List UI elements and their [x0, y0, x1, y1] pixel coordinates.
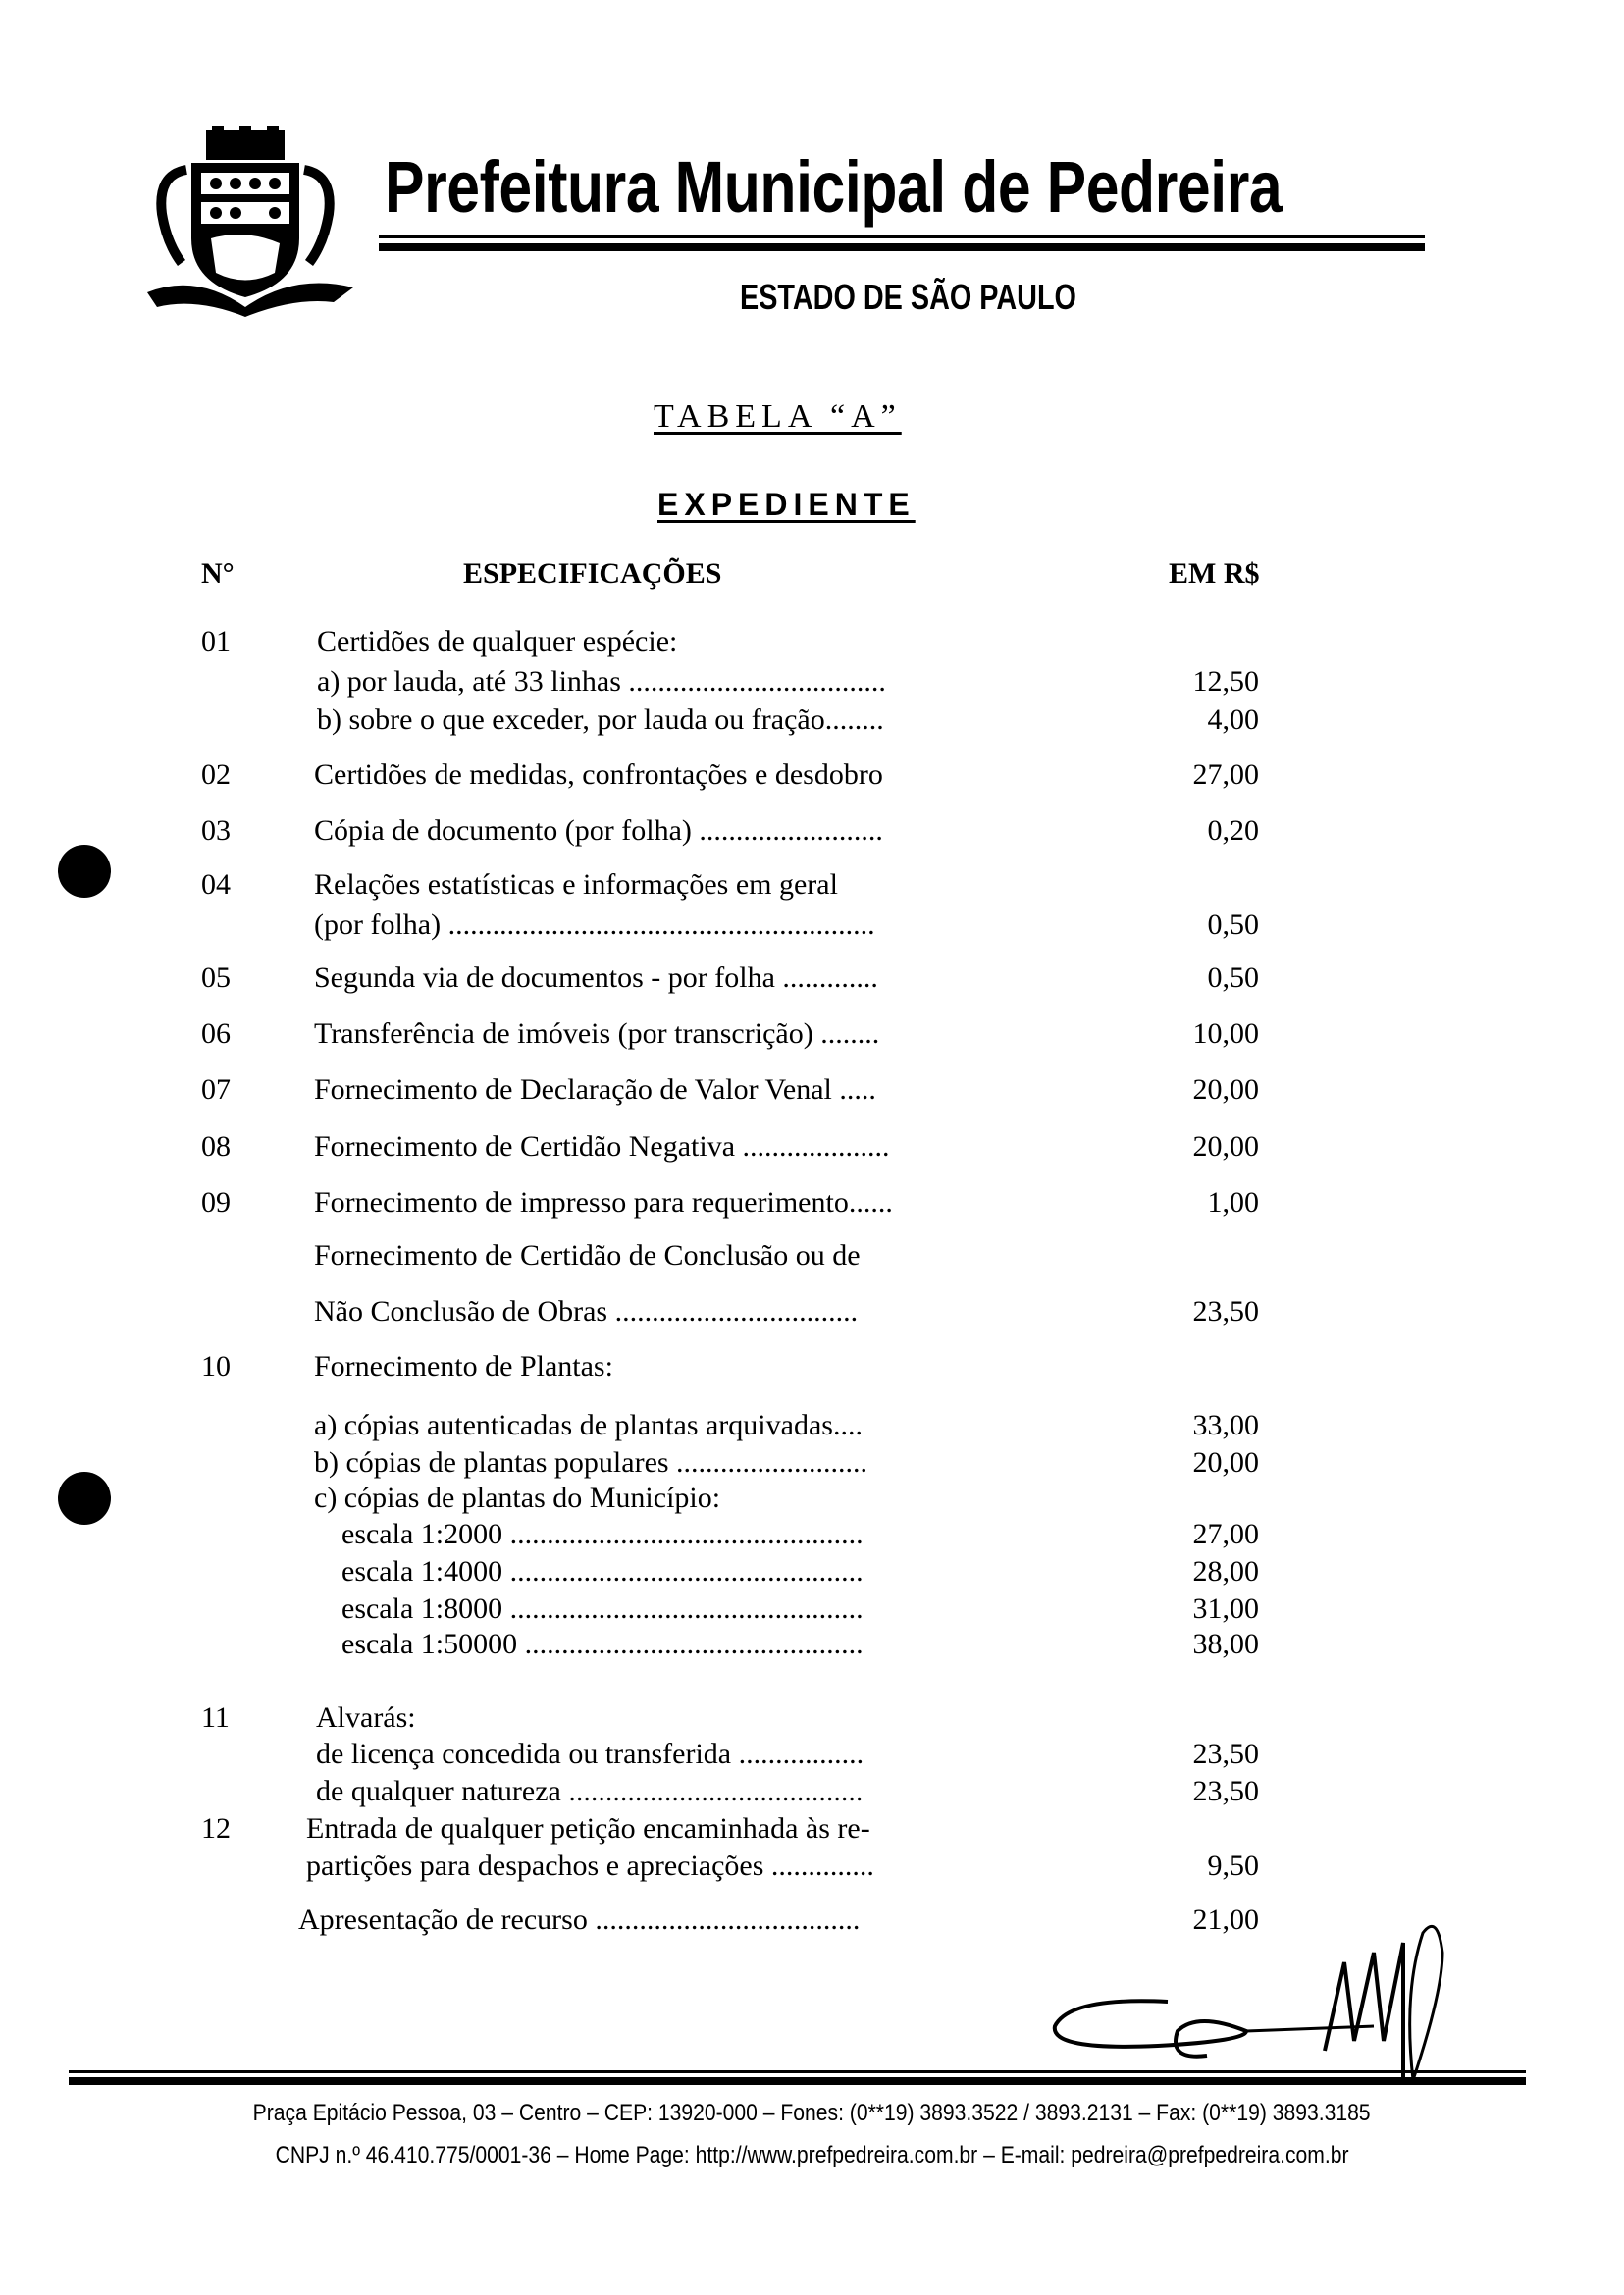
row-value: 23,50: [1192, 1738, 1259, 1770]
row-number: 12: [201, 1812, 231, 1845]
row-spec: escala 1:8000 ................................................: [341, 1592, 864, 1625]
row-value: 20,00: [1192, 1073, 1259, 1106]
row-spec: (por folha) ..........................................................: [314, 909, 875, 941]
row-number: 06: [201, 1017, 231, 1050]
row-value: 21,00: [1192, 1904, 1259, 1936]
row-spec: Alvarás:: [316, 1701, 416, 1734]
row-value: 20,00: [1192, 1446, 1259, 1479]
section-title: EXPEDIENTE: [657, 487, 916, 522]
table-row: [0, 1701, 1624, 1735]
header-divider: [379, 235, 1425, 238]
row-value: 12,50: [1192, 665, 1259, 698]
table-row: [0, 868, 1624, 902]
table-row: [0, 1482, 1624, 1515]
row-spec: Não Conclusão de Obras .................................: [314, 1295, 859, 1328]
column-header-spec: ESPECIFICAÇÕES: [463, 557, 722, 590]
footer-contact-text: CNPJ n.º 46.410.775/0001-36 – Home Page: http://www.prefpedreira.com.br – E-mail: pedreira@prefpedreira.com.br: [275, 2142, 1349, 2168]
table-row: [0, 1186, 1624, 1220]
row-spec: a) cópias autenticadas de plantas arquivadas....: [314, 1409, 863, 1441]
table-row: [0, 704, 1624, 737]
footer-address: [0, 2100, 1624, 2127]
table-row: [0, 1518, 1624, 1551]
row-spec: c) cópias de plantas do Município:: [314, 1482, 721, 1514]
footer-address-text: Praça Epitácio Pessoa, 03 – Centro – CEP: 13920-000 – Fones: (0**19) 3893.3522 / 3893.2131 – Fax: (0**19) 3893.3185: [253, 2100, 1371, 2126]
row-spec: partições para despachos e apreciações ..............: [306, 1850, 874, 1882]
row-value: 9,50: [1207, 1850, 1259, 1882]
row-number: 03: [201, 814, 231, 847]
row-value: 20,00: [1192, 1130, 1259, 1163]
table-row: [0, 1446, 1624, 1480]
table-row: [0, 1555, 1624, 1589]
table-row: [0, 1409, 1624, 1442]
table-row: [0, 665, 1624, 699]
row-spec: Fornecimento de Certidão de Conclusão ou de: [314, 1239, 861, 1272]
table-row: [0, 1295, 1624, 1329]
row-spec: Certidões de medidas, confrontações e desdobro: [314, 758, 883, 791]
row-spec: Segunda via de documentos - por folha .............: [314, 962, 878, 994]
row-number: 11: [201, 1701, 230, 1734]
state-subtitle: ESTADO DE SÃO PAULO: [740, 277, 1076, 317]
row-spec: b) cópias de plantas populares ..........................: [314, 1446, 868, 1479]
table-row: [0, 909, 1624, 942]
punch-hole: [58, 1472, 111, 1525]
row-value: 28,00: [1192, 1555, 1259, 1588]
row-value: 10,00: [1192, 1017, 1259, 1050]
row-value: 4,00: [1207, 704, 1259, 736]
table-row: [0, 1073, 1624, 1107]
row-number: 01: [201, 625, 231, 657]
row-spec: Apresentação de recurso ....................................: [298, 1904, 861, 1936]
row-spec: Transferência de imóveis (por transcrição) ........: [314, 1017, 880, 1050]
table-row: [0, 1628, 1624, 1661]
row-value: 27,00: [1192, 1518, 1259, 1550]
column-header-value: EM R$: [1169, 557, 1260, 590]
row-spec: Fornecimento de impresso para requerimento......: [314, 1186, 893, 1219]
table-row: [0, 625, 1624, 658]
table-title: TABELA “A”: [654, 398, 902, 435]
row-spec: de licença concedida ou transferida .................: [316, 1738, 864, 1770]
table-row: [0, 1738, 1624, 1771]
table-row: [0, 1350, 1624, 1383]
row-spec: Fornecimento de Certidão Negativa ....................: [314, 1130, 890, 1163]
row-value: 31,00: [1192, 1592, 1259, 1625]
row-spec: escala 1:4000 ................................................: [341, 1555, 864, 1588]
table-row: [0, 1130, 1624, 1164]
table-row: [0, 814, 1624, 848]
row-value: 23,50: [1192, 1295, 1259, 1328]
footer-contact: [0, 2142, 1624, 2169]
row-number: 02: [201, 758, 231, 791]
row-spec: Relações estatísticas e informações em geral: [314, 868, 838, 901]
row-spec: escala 1:50000 ..............................................: [341, 1628, 864, 1660]
row-value: 27,00: [1192, 758, 1259, 791]
row-spec: Fornecimento de Declaração de Valor Venal .....: [314, 1073, 876, 1106]
table-row: [0, 962, 1624, 995]
row-value: 0,20: [1207, 814, 1259, 847]
footer-divider: [69, 2070, 1526, 2073]
row-spec: Certidões de qualquer espécie:: [317, 625, 678, 657]
row-number: 05: [201, 962, 231, 994]
coat-of-arms-logo: [137, 126, 358, 317]
row-spec: b) sobre o que exceder, por lauda ou fração........: [317, 704, 884, 736]
punch-hole: [58, 845, 111, 898]
row-spec: de qualquer natureza ........................................: [316, 1775, 864, 1807]
row-value: 38,00: [1192, 1628, 1259, 1660]
row-spec: Fornecimento de Plantas:: [314, 1350, 613, 1382]
row-number: 08: [201, 1130, 231, 1163]
header-divider-thick: [379, 243, 1425, 251]
table-row: [0, 758, 1624, 792]
table-row: [0, 1592, 1624, 1626]
row-number: 07: [201, 1073, 231, 1106]
row-number: 09: [201, 1186, 231, 1219]
table-row: [0, 1775, 1624, 1808]
row-spec: a) por lauda, até 33 linhas ...................................: [317, 665, 886, 698]
row-value: 0,50: [1207, 909, 1259, 941]
column-header-number: N°: [201, 557, 235, 590]
row-value: 0,50: [1207, 962, 1259, 994]
row-spec: escala 1:2000 ................................................: [341, 1518, 864, 1550]
page-title: Prefeitura Municipal de Pedreira: [385, 146, 1283, 228]
row-number: 10: [201, 1350, 231, 1382]
row-value: 23,50: [1192, 1775, 1259, 1807]
row-number: 04: [201, 868, 231, 901]
footer-divider-thick: [69, 2077, 1526, 2085]
row-value: 33,00: [1192, 1409, 1259, 1441]
row-spec: Cópia de documento (por folha) .........................: [314, 814, 883, 847]
table-row: [0, 1239, 1624, 1273]
table-row: [0, 1850, 1624, 1883]
table-row: [0, 1812, 1624, 1846]
row-value: 1,00: [1207, 1186, 1259, 1219]
table-row: [0, 1017, 1624, 1051]
row-spec: Entrada de qualquer petição encaminhada às re-: [306, 1812, 870, 1845]
